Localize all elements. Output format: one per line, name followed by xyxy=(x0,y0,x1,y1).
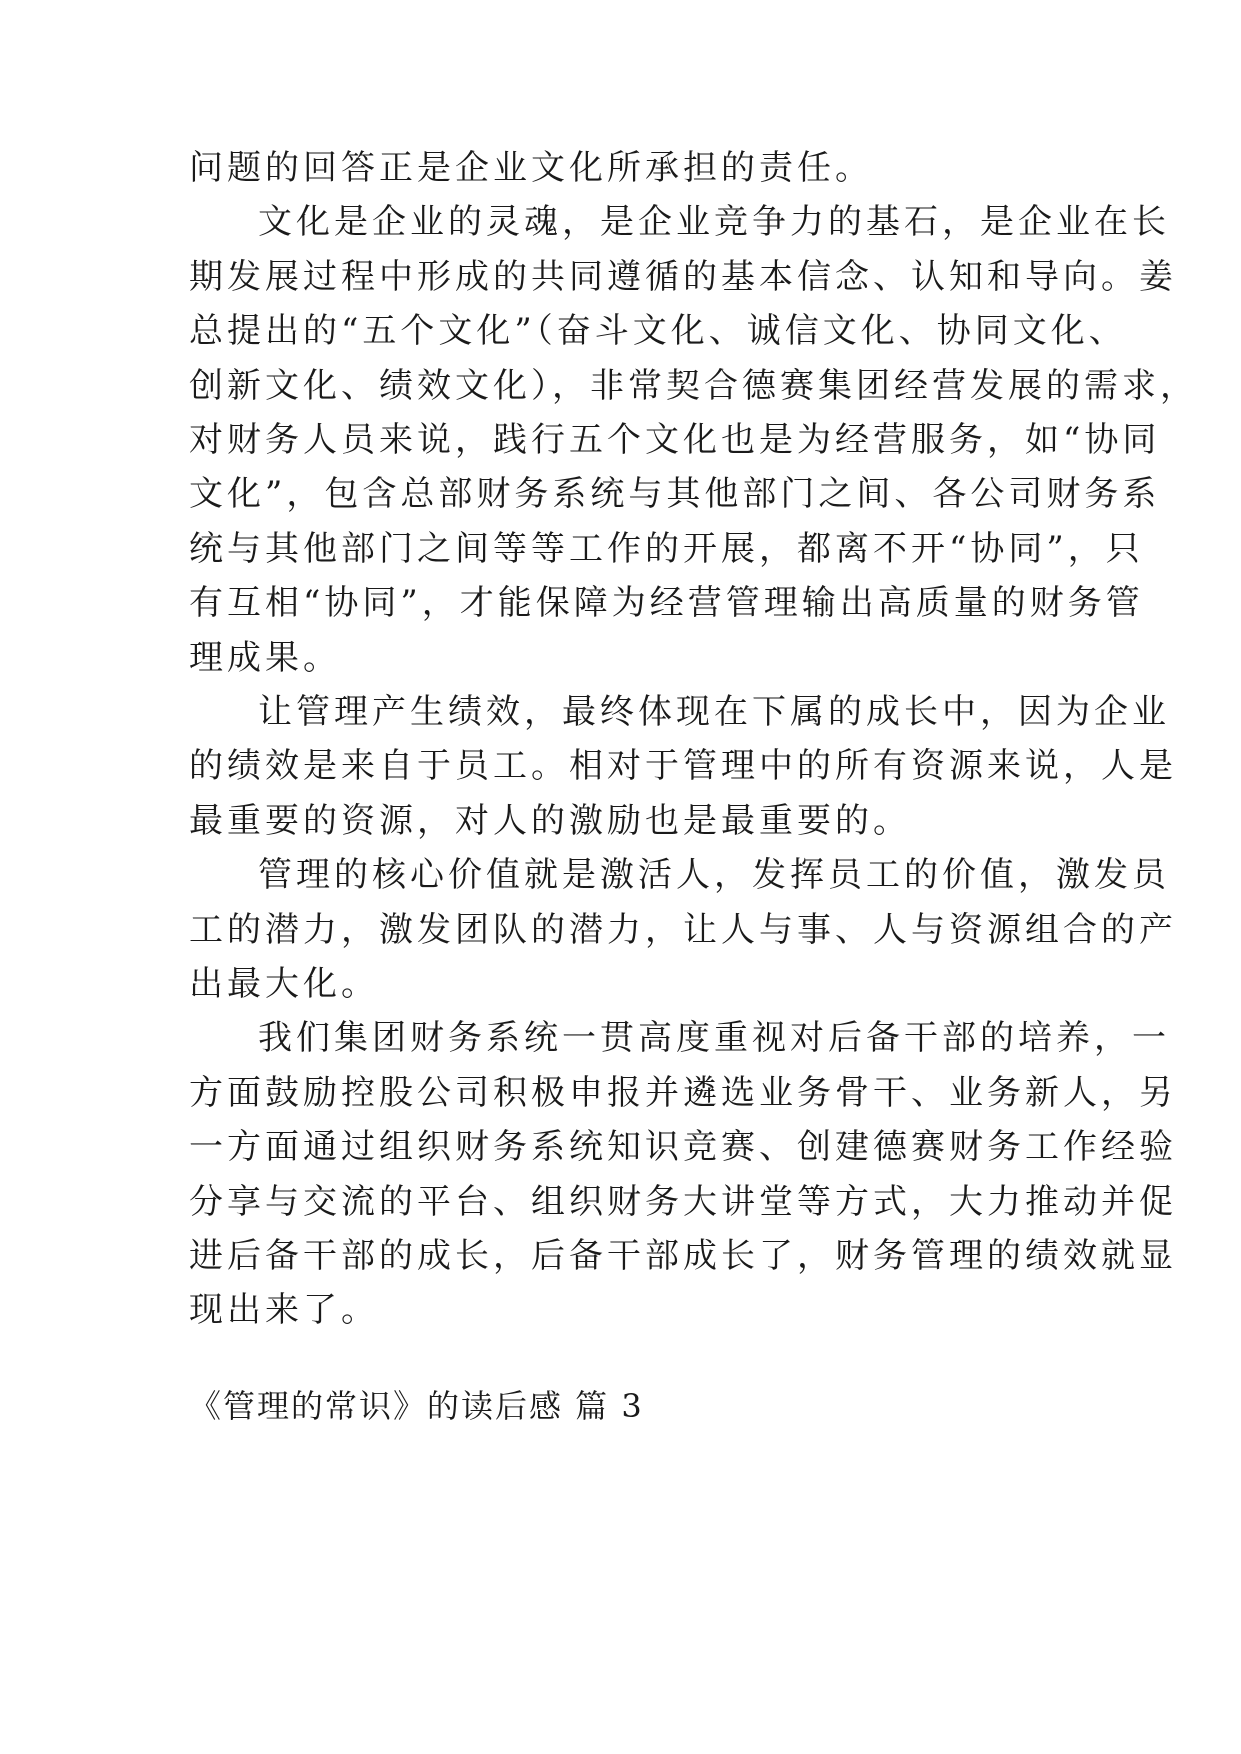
text-line: 一方面通过组织财务系统知识竞赛、创建德赛财务工作经验 xyxy=(189,1127,1177,1168)
text-line: 方面鼓励控股公司积极申报并遴选业务骨干、业务新人，另 xyxy=(189,1072,1177,1113)
text-line: 管理的核心价值就是激活人，发挥员工的价值，激发员 xyxy=(258,855,1170,896)
text-line: 对财务人员来说，践行五个文化也是为经营服务，如“协同 xyxy=(189,420,1161,460)
text-line: 期发展过程中形成的共同遵循的基本信念、认知和导向。姜 xyxy=(189,256,1177,297)
text-line: 有互相“协同”，才能保障为经营管理输出高质量的财务管 xyxy=(189,583,1144,624)
text-line: 文化”，包含总部财务系统与其他部门之间、各公司财务系 xyxy=(189,474,1161,515)
text-line: 工的潜力，激发团队的潜力，让人与事、人与资源组合的产 xyxy=(189,909,1177,950)
text-line: 问题的回答正是企业文化所承担的责任。 xyxy=(189,148,873,188)
text-line: 出最大化。 xyxy=(189,964,379,1004)
text-line: 现出来了。 xyxy=(189,1290,379,1331)
text-line: 最重要的资源，对人的激励也是最重要的。 xyxy=(189,800,911,841)
text-line: 我们集团财务系统一贯高度重视对后备干部的培养，一 xyxy=(258,1018,1170,1059)
text-line: 统与其他部门之间等等工作的开展，都离不开“协同”，只 xyxy=(189,528,1144,569)
text-line: 进后备干部的成长，后备干部成长了，财务管理的绩效就显 xyxy=(189,1236,1177,1276)
text-line: 创新文化、绩效文化），非常契合德赛集团经营发展的需求， xyxy=(189,365,1198,406)
text-line: 理成果。 xyxy=(189,637,341,678)
section-heading: 《管理的常识》的读后感 篇 3 xyxy=(189,1387,644,1426)
text-line: 让管理产生绩效，最终体现在下属的成长中，因为企业 xyxy=(258,692,1170,732)
text-line: 分享与交流的平台、组织财务大讲堂等方式，大力推动并促 xyxy=(189,1181,1177,1222)
text-line: 的绩效是来自于员工。相对于管理中的所有资源来说，人是 xyxy=(189,746,1177,787)
text-line: 文化是企业的灵魂，是企业竞争力的基石，是企业在长 xyxy=(258,202,1170,243)
text-line: 总提出的“五个文化”（奋斗文化、诚信文化、协同文化、 xyxy=(189,311,1127,352)
